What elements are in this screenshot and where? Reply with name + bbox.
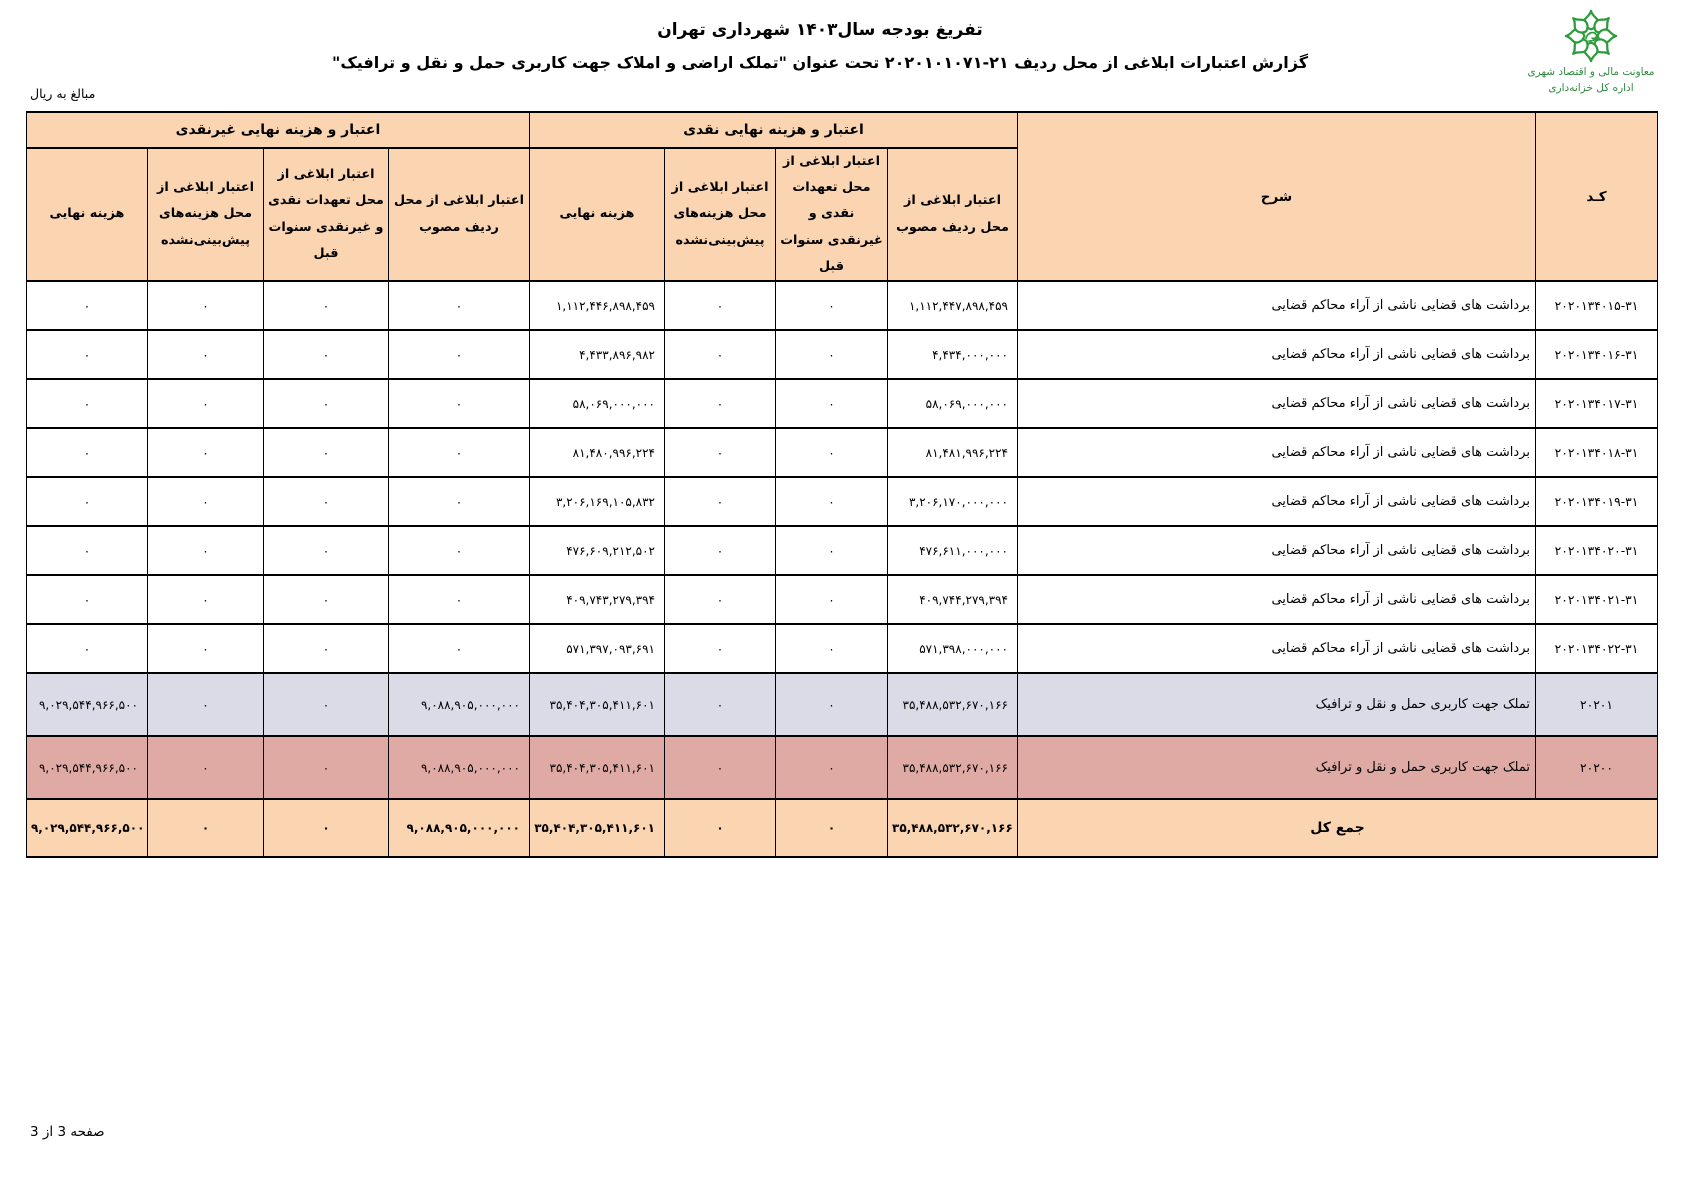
column-header-cash-pishbini: اعتبار ابلاغی از محل هزینه‌های پیش‌بینی‌نشده [665,148,776,281]
noncash-mosavab-value: ۰ [389,379,530,428]
table-row [26,477,1657,526]
noncash-pishbini-value: ۰ [148,281,264,330]
cash-taahodat-value: ۰ [776,281,888,330]
column-header-noncash-hazine: هزینه نهایی [26,148,147,281]
row-code: ۲۰۲۰۰ [1536,736,1658,799]
row-desc: برداشت های قضایی ناشی از آراء محاکم قضایی [1018,428,1536,477]
noncash-mosavab-value: ۰ [389,477,530,526]
org-name-line1: معاونت مالی و اقتصاد شهری [1527,66,1655,78]
noncash-hazine-total: ۹,۰۲۹,۵۴۴,۹۶۶,۵۰۰ [26,799,147,857]
noncash-pishbini-total: ۰ [148,799,264,857]
cash-taahodat-total: ۰ [776,799,888,857]
cash-mosavab-value: ۴,۴۳۴,۰۰۰,۰۰۰ [888,330,1018,379]
row-code: ۲۰۲۰۱۳۴۰۱۶-۳۱ [1536,330,1658,379]
cash-taahodat-value: ۰ [776,624,888,673]
row-code: ۲۰۲۰۱۳۴۰۲۰-۳۱ [1536,526,1658,575]
noncash-taahodat-value: ۰ [264,281,389,330]
noncash-mosavab-value: ۰ [389,575,530,624]
page-subtitle: گزارش اعتبارات ابلاغی از محل ردیف ۲۱-۲۰۲۰۱۰۱۰۷۱ تحت عنوان "تملک اراضی و املاک جهت کاربری حمل و نقل و ترافیک" [332,53,1308,72]
noncash-pishbini-value: ۰ [148,673,264,736]
noncash-taahodat-value: ۰ [264,526,389,575]
column-header-cash-hazine: هزینه نهایی [530,148,665,281]
noncash-hazine-value: ۹,۰۲۹,۵۴۴,۹۶۶,۵۰۰ [26,673,147,736]
row-desc: برداشت های قضایی ناشی از آراء محاکم قضایی [1018,526,1536,575]
cash-hazine-value: ۱,۱۱۲,۴۴۶,۸۹۸,۴۵۹ [530,281,665,330]
cash-mosavab-value: ۳۵,۴۸۸,۵۳۲,۶۷۰,۱۶۶ [888,736,1018,799]
cash-hazine-value: ۳,۲۰۶,۱۶۹,۱۰۵,۸۳۲ [530,477,665,526]
column-header-noncash-pishbini: اعتبار ابلاغی از محل هزینه‌های پیش‌بینی‌نشده [148,148,264,281]
noncash-hazine-value: ۰ [26,281,147,330]
row-desc: تملک جهت کاربری حمل و نقل و ترافیک [1018,736,1536,799]
grand-total-row [26,799,1657,857]
noncash-pishbini-value: ۰ [148,379,264,428]
table-row [26,379,1657,428]
cash-hazine-total: ۳۵,۴۰۴,۳۰۵,۴۱۱,۶۰۱ [530,799,665,857]
cash-hazine-value: ۳۵,۴۰۴,۳۰۵,۴۱۱,۶۰۱ [530,673,665,736]
row-desc: برداشت های قضایی ناشی از آراء محاکم قضایی [1018,575,1536,624]
table-row [26,281,1657,330]
grand-total-label: جمع کل [1018,799,1658,857]
row-desc: تملک جهت کاربری حمل و نقل و ترافیک [1018,673,1536,736]
cash-taahodat-value: ۰ [776,673,888,736]
row-code: ۲۰۲۰۱۳۴۰۱۸-۳۱ [1536,428,1658,477]
noncash-hazine-value: ۰ [26,575,147,624]
column-header-noncash-taahodat: اعتبار ابلاغی از محل تعهدات نقدی و غیرنقدی سنوات قبل [264,148,389,281]
noncash-taahodat-value: ۰ [264,673,389,736]
column-header-code: کـد [1536,112,1658,281]
page-title: تفریغ بودجه سال۱۴۰۳ شهرداری تهران [657,20,983,40]
cash-mosavab-value: ۳,۲۰۶,۱۷۰,۰۰۰,۰۰۰ [888,477,1018,526]
cash-taahodat-value: ۰ [776,428,888,477]
noncash-pishbini-value: ۰ [148,624,264,673]
column-header-cash-taahodat: اعتبار ابلاغی از محل تعهدات نقدی و غیرنقدی سنوات قبل [776,148,888,281]
cash-hazine-value: ۵۸,۰۶۹,۰۰۰,۰۰۰ [530,379,665,428]
cash-mosavab-value: ۱,۱۱۲,۴۴۷,۸۹۸,۴۵۹ [888,281,1018,330]
cash-pishbini-value: ۰ [665,477,776,526]
cash-pishbini-value: ۰ [665,428,776,477]
cash-pishbini-value: ۰ [665,379,776,428]
noncash-taahodat-value: ۰ [264,428,389,477]
cash-hazine-value: ۸۱,۴۸۰,۹۹۶,۲۲۴ [530,428,665,477]
noncash-mosavab-value: ۰ [389,281,530,330]
noncash-hazine-value: ۰ [26,526,147,575]
noncash-mosavab-value: ۰ [389,624,530,673]
noncash-mosavab-total: ۹,۰۸۸,۹۰۵,۰۰۰,۰۰۰ [389,799,530,857]
row-code: ۲۰۲۰۱۳۴۰۱۷-۳۱ [1536,379,1658,428]
table-row-subtotal [26,673,1657,736]
column-header-desc: شرح [1018,112,1536,281]
row-desc: برداشت های قضایی ناشی از آراء محاکم قضایی [1018,281,1536,330]
cash-taahodat-value: ۰ [776,526,888,575]
noncash-hazine-value: ۰ [26,379,147,428]
cash-taahodat-value: ۰ [776,379,888,428]
noncash-mosavab-value: ۰ [389,428,530,477]
column-header-noncash-mosavab: اعتبار ابلاغی از محل ردیف مصوب [389,148,530,281]
cash-hazine-value: ۴۰۹,۷۴۳,۲۷۹,۳۹۴ [530,575,665,624]
row-desc: برداشت های قضایی ناشی از آراء محاکم قضایی [1018,624,1536,673]
cash-taahodat-value: ۰ [776,575,888,624]
table-row [26,575,1657,624]
row-desc: برداشت های قضایی ناشی از آراء محاکم قضایی [1018,330,1536,379]
noncash-hazine-value: ۰ [26,330,147,379]
noncash-pishbini-value: ۰ [148,526,264,575]
cash-pishbini-value: ۰ [665,624,776,673]
table-row [26,526,1657,575]
row-code: ۲۰۲۰۱۳۴۰۱۹-۳۱ [1536,477,1658,526]
cash-mosavab-value: ۴۰۹,۷۴۴,۲۷۹,۳۹۴ [888,575,1018,624]
cash-hazine-value: ۵۷۱,۳۹۷,۰۹۳,۶۹۱ [530,624,665,673]
cash-pishbini-value: ۰ [665,526,776,575]
noncash-pishbini-value: ۰ [148,428,264,477]
table-row [26,330,1657,379]
cash-taahodat-value: ۰ [776,736,888,799]
noncash-pishbini-value: ۰ [148,575,264,624]
noncash-taahodat-value: ۰ [264,624,389,673]
cash-mosavab-value: ۴۷۶,۶۱۱,۰۰۰,۰۰۰ [888,526,1018,575]
table-row [26,624,1657,673]
cash-taahodat-value: ۰ [776,477,888,526]
noncash-taahodat-value: ۰ [264,330,389,379]
budget-report-table [26,111,1658,858]
table-body [26,281,1657,857]
organization-block [1527,8,1655,97]
org-name-line2: اداره کل خزانه‌داری [1548,82,1634,95]
noncash-hazine-value: ۹,۰۲۹,۵۴۴,۹۶۶,۵۰۰ [26,736,147,799]
group-header-noncash: اعتبار و هزینه نهایی غیرنقدی [26,112,529,148]
row-code: ۲۰۲۰۱ [1536,673,1658,736]
row-code: ۲۰۲۰۱۳۴۰۲۲-۳۱ [1536,624,1658,673]
table-row [26,428,1657,477]
noncash-pishbini-value: ۰ [148,330,264,379]
noncash-taahodat-value: ۰ [264,477,389,526]
group-header-cash: اعتبار و هزینه نهایی نقدی [530,112,1018,148]
noncash-taahodat-value: ۰ [264,379,389,428]
report-titles [60,20,1580,72]
noncash-mosavab-value: ۰ [389,526,530,575]
cash-hazine-value: ۴,۴۳۳,۸۹۶,۹۸۲ [530,330,665,379]
tehran-municipality-logo-icon [1552,8,1630,64]
table-header [26,112,1657,281]
cash-hazine-value: ۳۵,۴۰۴,۳۰۵,۴۱۱,۶۰۱ [530,736,665,799]
noncash-taahodat-value: ۰ [264,736,389,799]
table-row-subtotal [26,736,1657,799]
cash-pishbini-value: ۰ [665,330,776,379]
noncash-hazine-value: ۰ [26,624,147,673]
noncash-mosavab-value: ۹,۰۸۸,۹۰۵,۰۰۰,۰۰۰ [389,736,530,799]
noncash-pishbini-value: ۰ [148,736,264,799]
noncash-taahodat-total: ۰ [264,799,389,857]
row-desc: برداشت های قضایی ناشی از آراء محاکم قضایی [1018,477,1536,526]
noncash-pishbini-value: ۰ [148,477,264,526]
cash-mosavab-value: ۸۱,۴۸۱,۹۹۶,۲۲۴ [888,428,1018,477]
cash-pishbini-value: ۰ [665,575,776,624]
cash-mosavab-value: ۳۵,۴۸۸,۵۳۲,۶۷۰,۱۶۶ [888,673,1018,736]
cash-mosavab-value: ۵۷۱,۳۹۸,۰۰۰,۰۰۰ [888,624,1018,673]
cash-pishbini-value: ۰ [665,673,776,736]
cash-taahodat-value: ۰ [776,330,888,379]
cash-mosavab-value: ۵۸,۰۶۹,۰۰۰,۰۰۰ [888,379,1018,428]
noncash-mosavab-value: ۰ [389,330,530,379]
row-code: ۲۰۲۰۱۳۴۰۱۵-۳۱ [1536,281,1658,330]
cash-hazine-value: ۴۷۶,۶۰۹,۲۱۲,۵۰۲ [530,526,665,575]
noncash-taahodat-value: ۰ [264,575,389,624]
page-number: صفحه 3 از 3 [30,1124,105,1140]
cash-pishbini-value: ۰ [665,736,776,799]
row-desc: برداشت های قضایی ناشی از آراء محاکم قضایی [1018,379,1536,428]
column-header-cash-mosavab: اعتبار ابلاغی از محل ردیف مصوب [888,148,1018,281]
noncash-mosavab-value: ۹,۰۸۸,۹۰۵,۰۰۰,۰۰۰ [389,673,530,736]
cash-pishbini-total: ۰ [665,799,776,857]
noncash-hazine-value: ۰ [26,428,147,477]
noncash-hazine-value: ۰ [26,477,147,526]
cash-mosavab-total: ۳۵,۴۸۸,۵۳۲,۶۷۰,۱۶۶ [888,799,1018,857]
row-code: ۲۰۲۰۱۳۴۰۲۱-۳۱ [1536,575,1658,624]
cash-pishbini-value: ۰ [665,281,776,330]
amounts-unit-note: مبالغ به ریال [30,86,96,101]
